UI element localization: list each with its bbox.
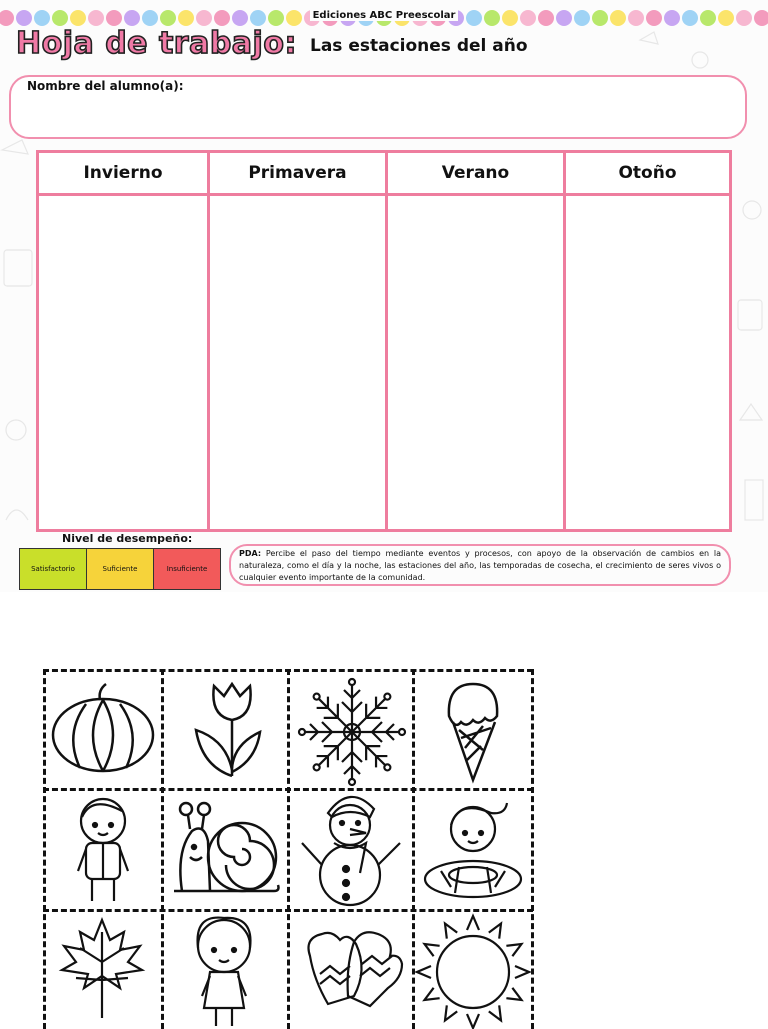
snail-icon — [164, 791, 287, 909]
cutout-cards-grid — [43, 669, 533, 1029]
sun-icon — [415, 912, 531, 1029]
performance-level[interactable]: Satisfactorio — [20, 549, 87, 589]
brand-label — [0, 10, 768, 21]
performance-level[interactable]: Insuficiente — [154, 549, 220, 589]
season-column[interactable] — [210, 153, 388, 529]
cut-line — [531, 669, 534, 1029]
pumpkin-icon — [46, 672, 161, 788]
performance-scale — [19, 548, 221, 590]
season-column[interactable] — [388, 153, 566, 529]
cutout-card[interactable] — [415, 791, 531, 909]
cutout-card[interactable] — [290, 672, 412, 788]
girl-dress-icon — [164, 912, 287, 1029]
mittens-icon — [290, 912, 412, 1029]
performance-level[interactable]: Suficiente — [87, 549, 154, 589]
student-name-field[interactable] — [9, 75, 747, 139]
cutout-card[interactable] — [415, 912, 531, 1029]
learning-objective-box — [229, 544, 731, 586]
page-subtitle: Las estaciones del año — [310, 36, 528, 56]
learning-objective-prefix: PDA: — [239, 549, 262, 558]
season-header: Invierno — [39, 153, 207, 196]
cutout-card[interactable] — [415, 672, 531, 788]
tulip-icon — [164, 672, 287, 788]
brand-text: Ediciones ABC Preescolar — [310, 10, 459, 21]
cutout-card[interactable] — [164, 791, 287, 909]
cutout-card[interactable] — [164, 672, 287, 788]
snowflake-icon — [290, 672, 412, 788]
season-column[interactable] — [566, 153, 729, 529]
cutout-card[interactable] — [46, 791, 161, 909]
season-header: Primavera — [210, 153, 385, 196]
cutout-card[interactable] — [290, 791, 412, 909]
seasons-table — [36, 150, 732, 532]
cutout-card[interactable] — [164, 912, 287, 1029]
season-header: Verano — [388, 153, 563, 196]
learning-objective-text: Percibe el paso del tiempo mediante eventos y procesos, con apoyo de la observación de cambios en la naturaleza, como el día y la noche, las estaciones del año, las temporadas de cosecha, el crecimiento de seres vivos o cualquier evento importante de la comunidad. — [239, 549, 721, 582]
performance-label: Nivel de desempeño: — [62, 532, 193, 545]
season-column[interactable] — [39, 153, 210, 529]
girl-swim-ring-icon — [415, 791, 531, 909]
ice-cream-icon — [415, 672, 531, 788]
snowman-icon — [290, 791, 412, 909]
cutout-card[interactable] — [46, 672, 161, 788]
season-header: Otoño — [566, 153, 729, 196]
maple-leaf-icon — [46, 912, 161, 1029]
student-name-label: Nombre del alumno(a): — [27, 79, 184, 93]
boy-coat-icon — [46, 791, 161, 909]
page-title: Hoja de trabajo: — [16, 26, 297, 61]
cutout-card[interactable] — [46, 912, 161, 1029]
cutout-card[interactable] — [290, 912, 412, 1029]
